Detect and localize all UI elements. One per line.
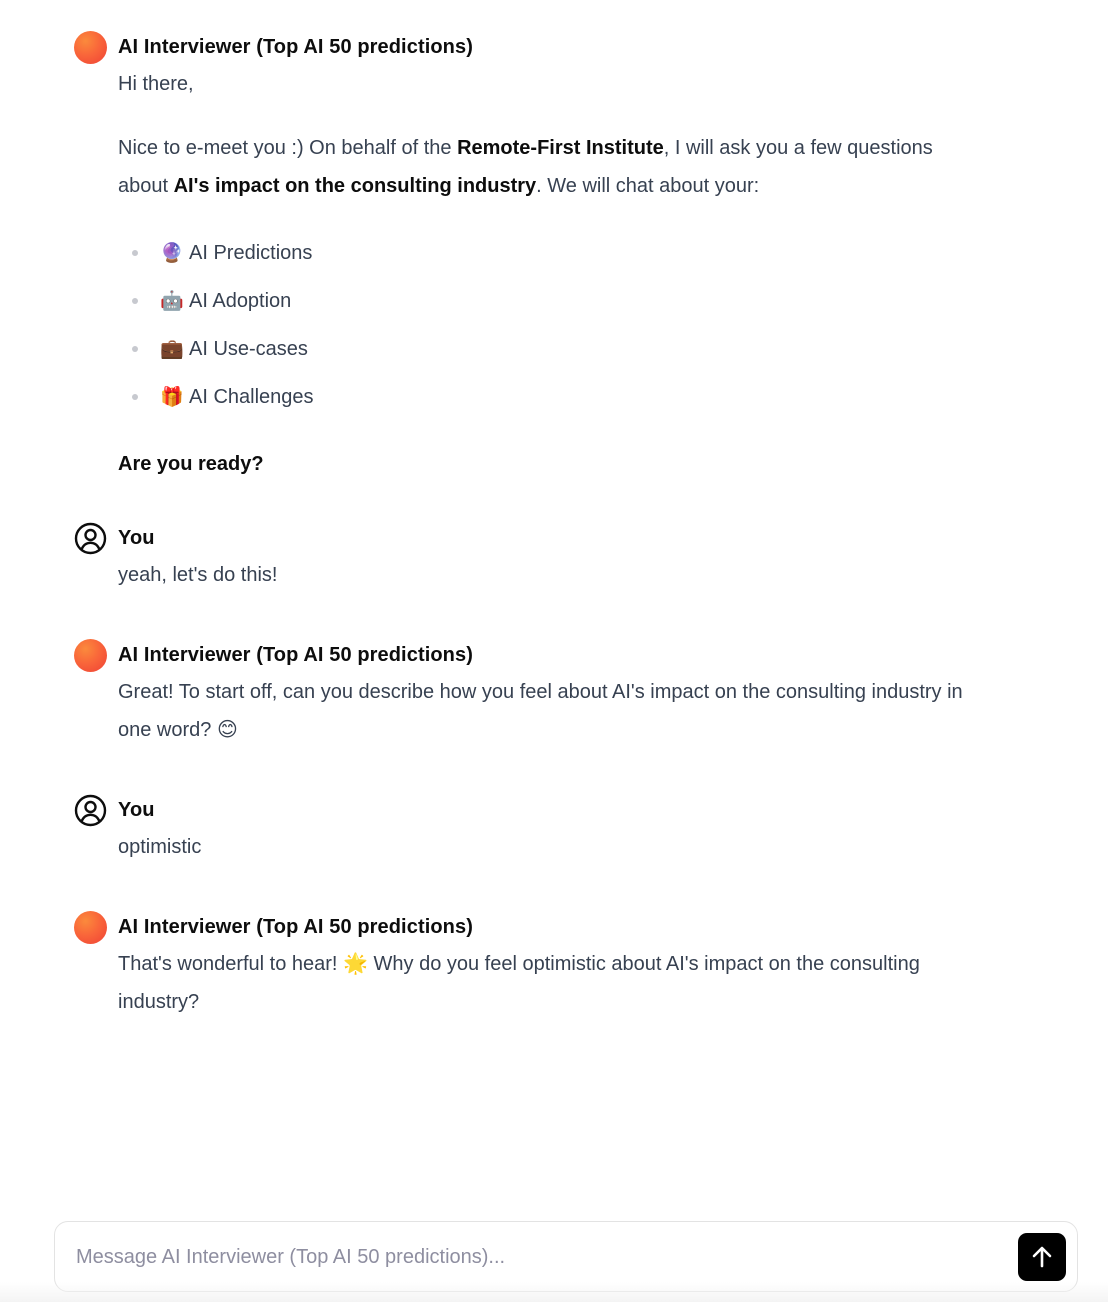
intro-topic: AI's impact on the consulting industry bbox=[173, 175, 537, 197]
intro-part3: . We will chat about your: bbox=[536, 175, 760, 197]
message-author: AI Interviewer (Top AI 50 predictions) bbox=[118, 35, 473, 58]
list-item bbox=[118, 373, 974, 421]
user-circle-icon bbox=[74, 794, 107, 827]
message-header bbox=[74, 522, 974, 554]
message-header bbox=[74, 911, 974, 943]
ai-avatar-icon bbox=[74, 639, 107, 672]
send-button[interactable] bbox=[1018, 1233, 1066, 1281]
message-author: AI Interviewer (Top AI 50 predictions) bbox=[118, 643, 473, 666]
message-text: Great! To start off, can you describe how you feel about AI's impact on the consulting industry in one word? 😊 bbox=[118, 681, 963, 741]
closing-text bbox=[118, 445, 974, 483]
closing-question: Are you ready? bbox=[118, 453, 264, 475]
ai-avatar-icon bbox=[74, 31, 107, 64]
message-user-2 bbox=[74, 794, 974, 866]
list-item bbox=[118, 277, 974, 325]
intro-part1: Nice to e-meet you :) On behalf of the bbox=[118, 137, 458, 159]
message-ai-3 bbox=[74, 911, 974, 1021]
message-ai-intro bbox=[74, 31, 974, 483]
message-input[interactable] bbox=[76, 1222, 976, 1293]
robot-icon: 🤖 bbox=[160, 291, 184, 312]
message-body bbox=[118, 65, 974, 483]
topic-list bbox=[118, 229, 974, 421]
message-author: You bbox=[118, 798, 155, 821]
user-circle-icon bbox=[74, 522, 107, 555]
ai-avatar-icon bbox=[74, 911, 107, 944]
topic-label: AI Predictions bbox=[189, 242, 313, 264]
intro-org: Remote-First Institute bbox=[457, 137, 664, 159]
message-ai-2 bbox=[74, 639, 974, 749]
list-item bbox=[118, 325, 974, 373]
message-user-1 bbox=[74, 522, 974, 594]
message-header bbox=[74, 639, 974, 671]
message-text: That's wonderful to hear! 🌟 Why do you feel optimistic about AI's impact on the consulting industry? bbox=[118, 953, 920, 1013]
message-header bbox=[74, 794, 974, 826]
arrow-up-icon bbox=[1029, 1244, 1055, 1270]
message-body bbox=[118, 556, 974, 594]
message-text: optimistic bbox=[118, 836, 202, 858]
message-author: You bbox=[118, 526, 155, 549]
crystal-ball-icon: 🔮 bbox=[160, 243, 184, 264]
message-header bbox=[74, 31, 974, 63]
briefcase-icon: 💼 bbox=[160, 339, 184, 360]
message-body bbox=[118, 673, 974, 749]
topic-label: AI Use-cases bbox=[189, 338, 308, 360]
intro-text bbox=[118, 129, 974, 205]
intro-part2: , I will ask you a few questions about bbox=[118, 137, 933, 197]
message-composer bbox=[54, 1221, 1078, 1292]
gift-icon: 🎁 bbox=[160, 387, 184, 408]
topic-label: AI Adoption bbox=[189, 290, 292, 312]
message-author: AI Interviewer (Top AI 50 predictions) bbox=[118, 915, 473, 938]
message-text: yeah, let's do this! bbox=[118, 564, 278, 586]
message-body bbox=[118, 828, 974, 866]
message-body bbox=[118, 945, 974, 1021]
topic-label: AI Challenges bbox=[189, 386, 314, 408]
greeting-text: Hi there, bbox=[118, 73, 194, 95]
list-item bbox=[118, 229, 974, 277]
